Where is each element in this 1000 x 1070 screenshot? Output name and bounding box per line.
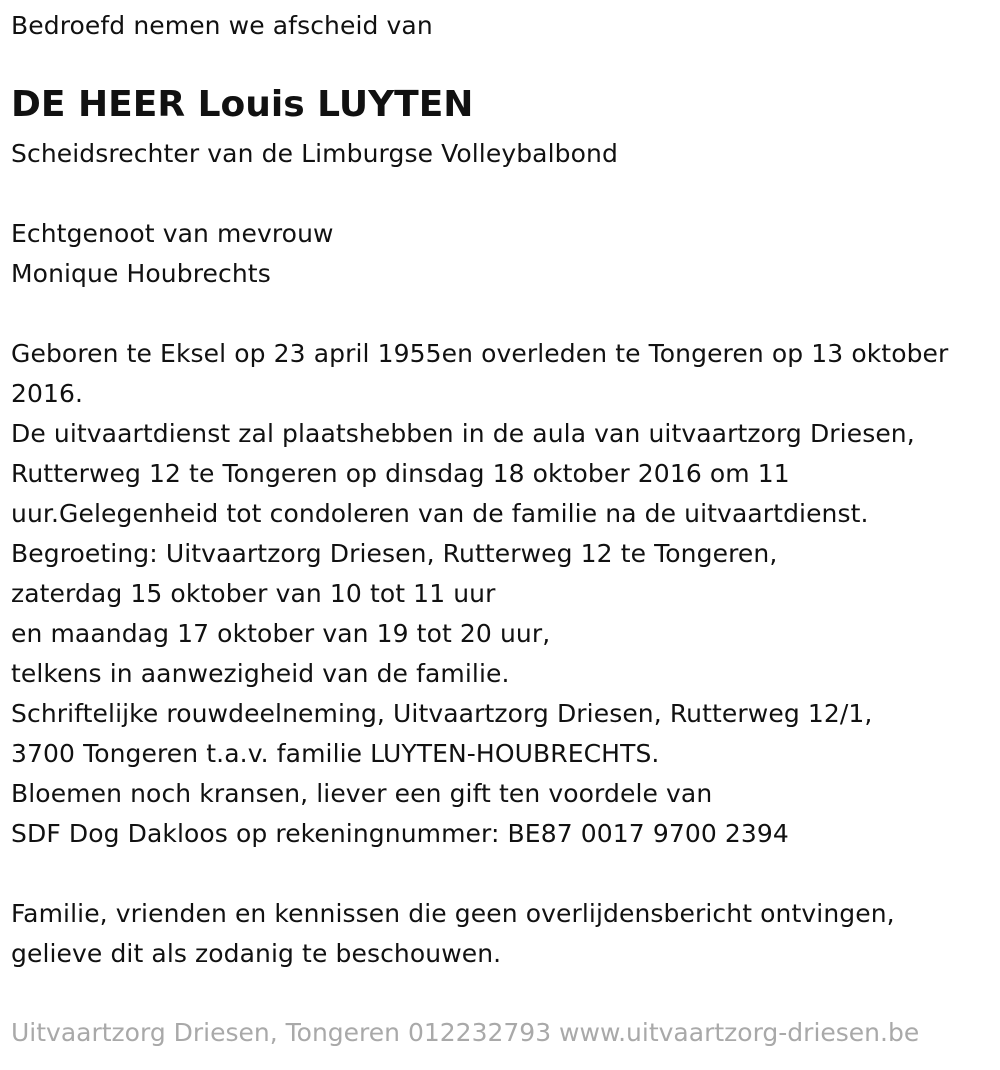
- deceased-name: DE HEER Louis LUYTEN: [11, 84, 474, 125]
- details-line: Begroeting: Uitvaartzorg Driesen, Rutterweg 12 te Tongeren,: [11, 539, 778, 568]
- details-line: 3700 Tongeren t.a.v. familie LUYTEN-HOUBRECHTS.: [11, 739, 660, 768]
- closing-line-1: Familie, vrienden en kennissen die geen overlijdensbericht ontvingen,: [11, 899, 895, 928]
- details-line: telkens in aanwezigheid van de familie.: [11, 659, 510, 688]
- details-line: Geboren te Eksel op 23 april 1955en overleden te Tongeren op 13 oktober: [11, 339, 949, 368]
- details-line: en maandag 17 oktober van 19 tot 20 uur,: [11, 619, 551, 648]
- funeral-home-footer: Uitvaartzorg Driesen, Tongeren 012232793 www.uitvaartzorg-driesen.be: [11, 1018, 920, 1047]
- closing-block: [11, 894, 895, 974]
- details-block: [11, 334, 948, 854]
- spouse-line-2: Monique Houbrechts: [11, 259, 271, 288]
- details-line: 2016.: [11, 379, 84, 408]
- deceased-role: Scheidsrechter van de Limburgse Volleybalbond: [11, 139, 618, 168]
- details-line: Rutterweg 12 te Tongeren op dinsdag 18 oktober 2016 om 11: [11, 459, 790, 488]
- details-line: Schriftelijke rouwdeelneming, Uitvaartzorg Driesen, Rutterweg 12/1,: [11, 699, 873, 728]
- details-line: zaterdag 15 oktober van 10 tot 11 uur: [11, 579, 496, 608]
- details-line: Bloemen noch kransen, liever een gift ten voordele van: [11, 779, 713, 808]
- details-line: De uitvaartdienst zal plaatshebben in de aula van uitvaartzorg Driesen,: [11, 419, 915, 448]
- details-line: uur.Gelegenheid tot condoleren van de familie na de uitvaartdienst.: [11, 499, 869, 528]
- spouse-line-1: Echtgenoot van mevrouw: [11, 219, 334, 248]
- spouse-block: [11, 214, 334, 294]
- details-line: SDF Dog Dakloos op rekeningnummer: BE87 0017 9700 2394: [11, 819, 789, 848]
- intro-text: Bedroefd nemen we afscheid van: [11, 11, 433, 40]
- closing-line-2: gelieve dit als zodanig te beschouwen.: [11, 939, 502, 968]
